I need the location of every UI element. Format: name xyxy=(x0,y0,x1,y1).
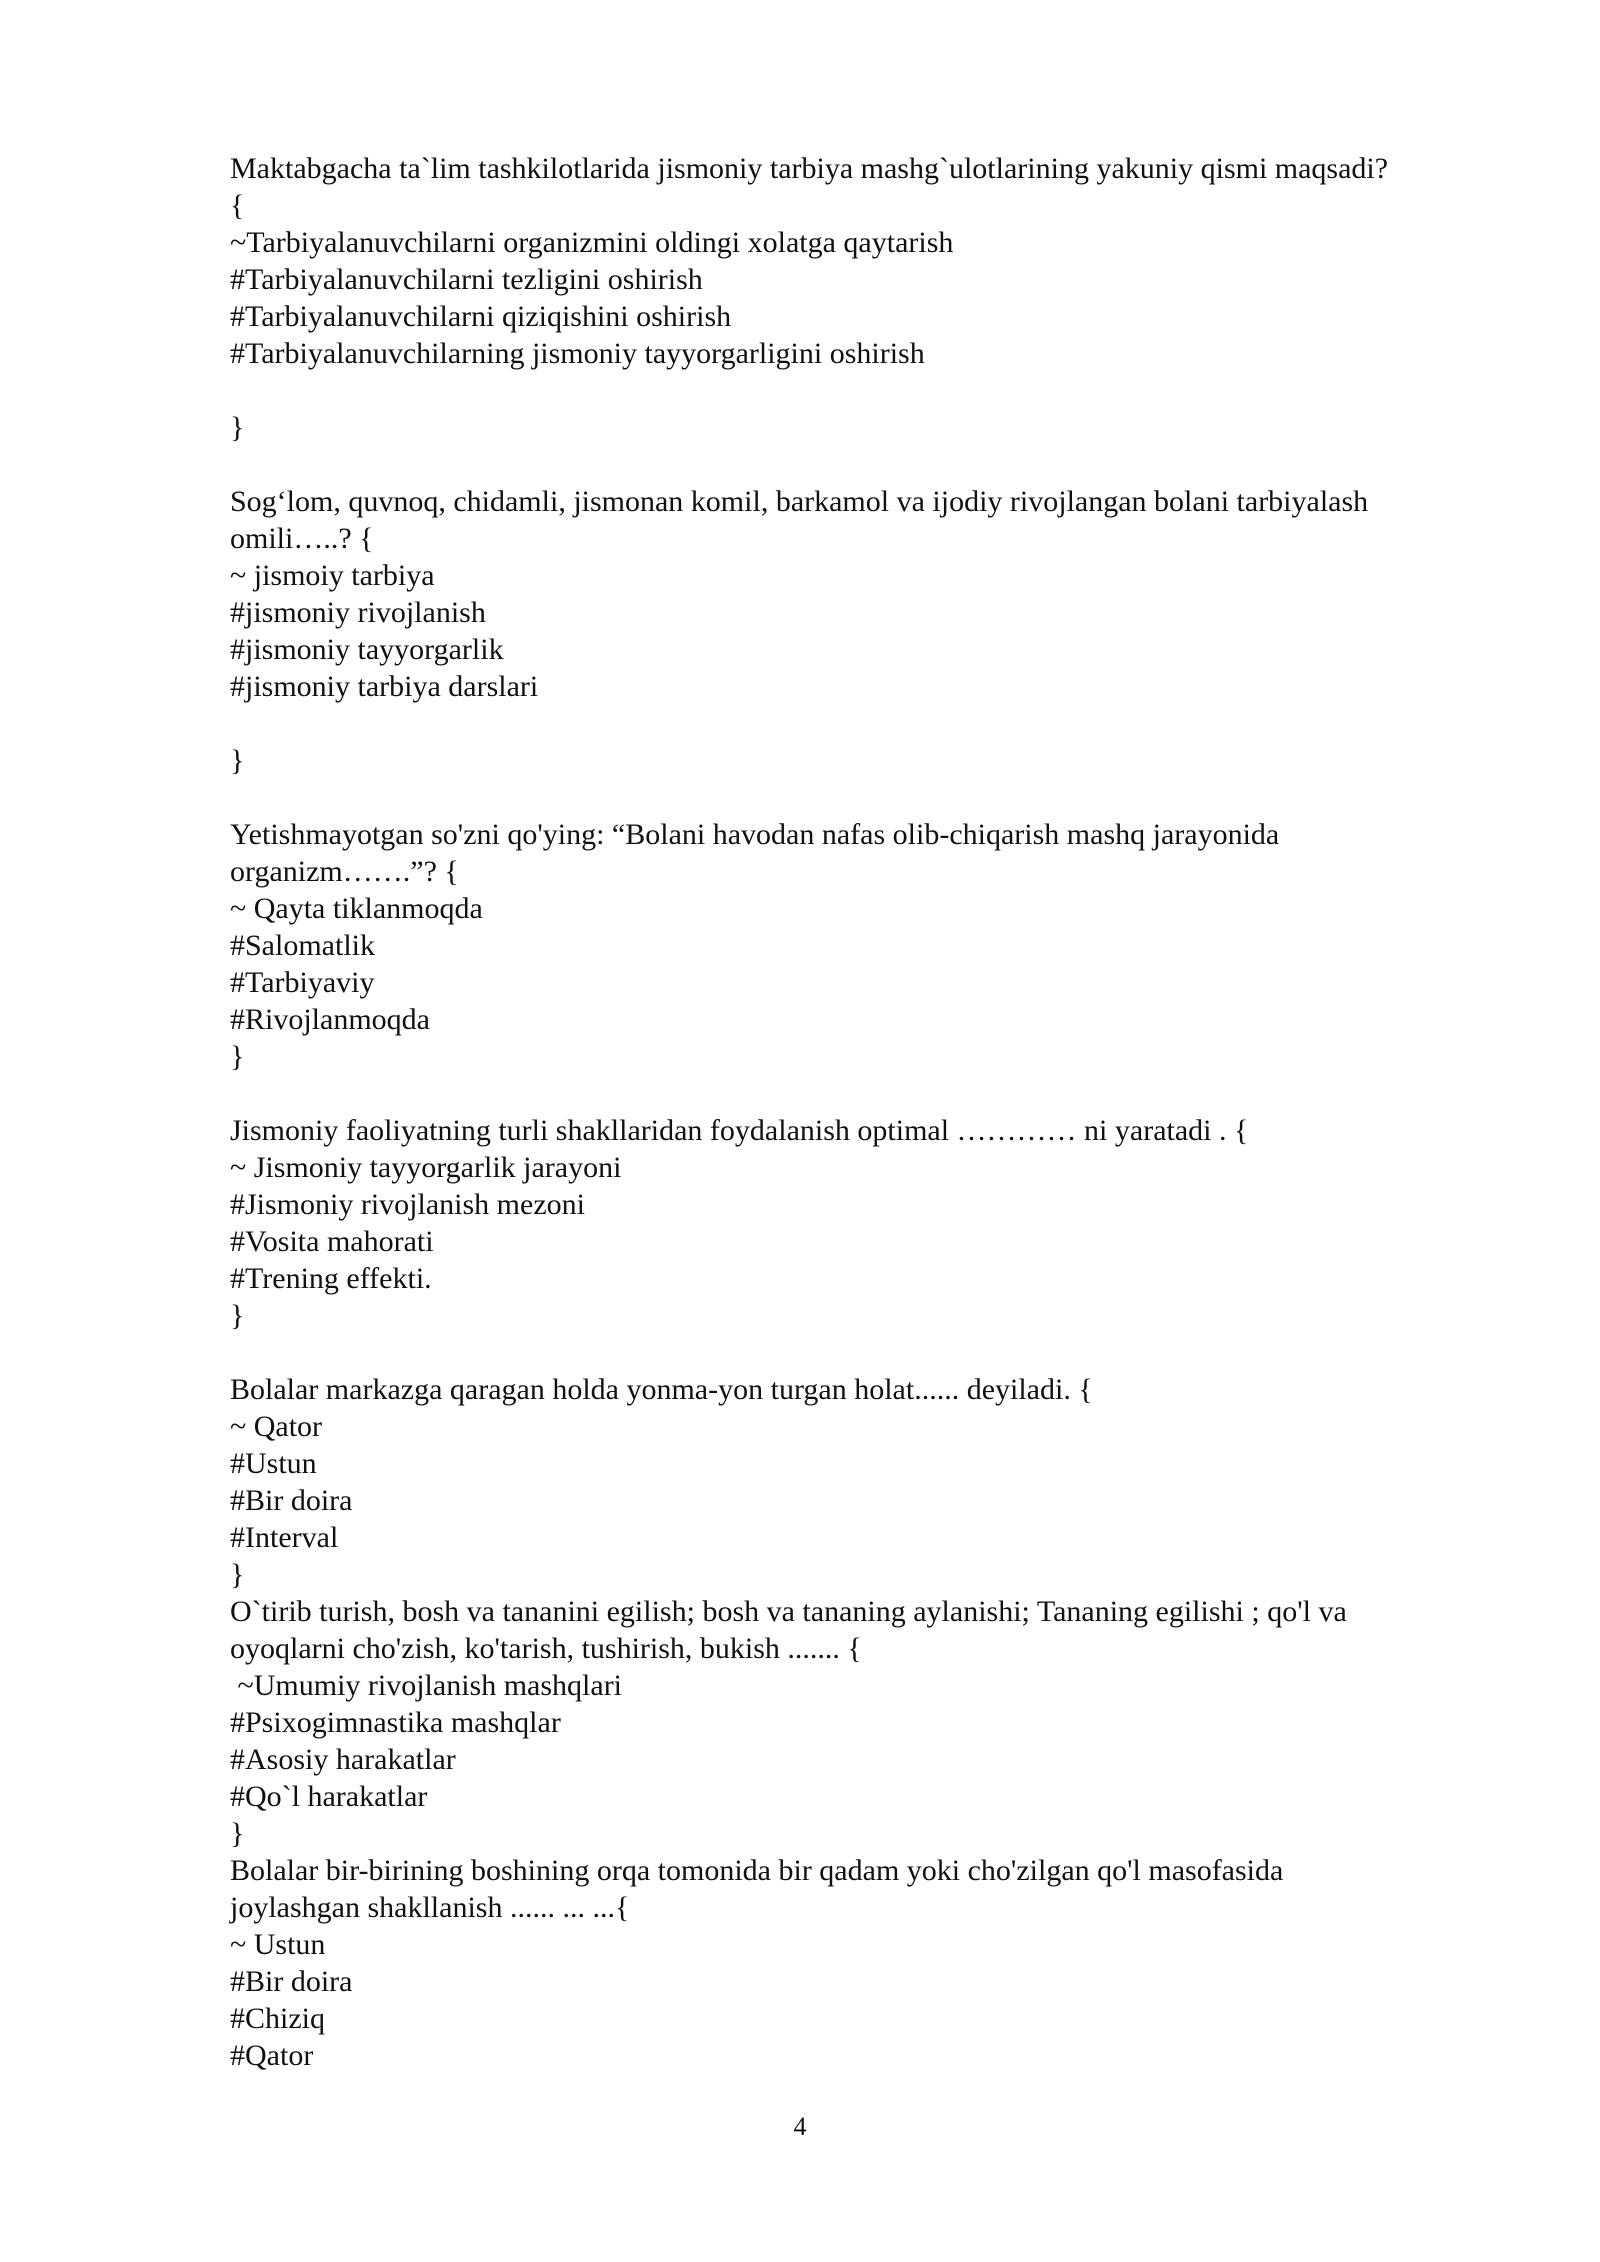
answer-option: #Rivojlanmoqda xyxy=(230,1003,430,1036)
correct-answer: ~ Ustun xyxy=(230,1928,326,1961)
answer-option: #Vosita mahorati xyxy=(230,1225,434,1258)
answer-option: #Interval xyxy=(230,1521,339,1554)
question-text: O`tirib turish, bosh va tananini egilish; bosh va tananing aylanishi; Tananing egilishi ; qo'l va xyxy=(230,1595,1347,1628)
question-text: Maktabgacha ta`lim tashkilotlarida jismoniy tarbiya mashg`ulotlarining yakuniy qismi maqsadi? xyxy=(230,152,1389,185)
answer-option: #Tarbiyaviy xyxy=(230,966,375,999)
answer-option: #jismoniy tarbiya darslari xyxy=(230,670,539,703)
answer-option: #Tarbiyalanuvchilarni qiziqishini oshirish xyxy=(230,300,732,333)
spacer xyxy=(230,1075,1530,1112)
correct-answer: ~ Jismoniy tayyorgarlik jarayoni xyxy=(230,1151,622,1184)
page-content xyxy=(230,150,1530,2074)
answer-option: #jismoniy rivojlanish xyxy=(230,596,486,629)
spacer xyxy=(230,1334,1530,1371)
close-brace: } xyxy=(230,1558,245,1591)
question-block xyxy=(230,816,1530,1112)
correct-answer: ~ Qayta tiklanmoqda xyxy=(230,892,483,925)
answer-option: #Tarbiyalanuvchilarning jismoniy tayyorgarligini oshirish xyxy=(230,337,925,370)
close-brace: } xyxy=(230,1299,245,1332)
correct-answer: ~ Qator xyxy=(230,1410,323,1443)
question-block xyxy=(230,483,1530,816)
question-block xyxy=(230,150,1530,483)
close-brace: } xyxy=(230,744,245,777)
answer-option: #Tarbiyalanuvchilarni tezligini oshirish xyxy=(230,263,703,296)
answer-option: #Chiziq xyxy=(230,2002,325,2035)
spacer xyxy=(230,372,1530,409)
correct-answer: ~Tarbiyalanuvchilarni organizmini oldingi xolatga qaytarish xyxy=(230,226,954,259)
answer-option: #Bir doira xyxy=(230,1965,353,1998)
answer-option: #Salomatlik xyxy=(230,929,375,962)
question-text: joylashgan shakllanish ...... ... ...{ xyxy=(230,1891,630,1924)
open-brace: { xyxy=(230,189,245,222)
question-block xyxy=(230,1112,1530,1371)
answer-option: #Qator xyxy=(230,2039,314,2072)
answer-option: #Bir doira xyxy=(230,1484,353,1517)
answer-option: #Asosiy harakatlar xyxy=(230,1743,456,1776)
question-text: Sog‘lom, quvnoq, chidamli, jismonan komil, barkamol va ijodiy rivojlangan bolani tarbiyalash xyxy=(230,485,1369,518)
answer-option: #Ustun xyxy=(230,1447,317,1480)
answer-option: #jismoniy tayyorgarlik xyxy=(230,633,504,666)
question-text: Jismoniy faoliyatning turli shakllaridan foydalanish optimal ………… ni yaratadi . { xyxy=(230,1114,1249,1147)
spacer xyxy=(230,446,1530,483)
answer-option: #Qo`l harakatlar xyxy=(230,1780,428,1813)
question-text: organizm…….”? { xyxy=(230,855,459,888)
close-brace: } xyxy=(230,1817,245,1850)
correct-answer: ~Umumiy rivojlanish mashqlari xyxy=(230,1669,623,1702)
question-text: Bolalar bir-birining boshining orqa tomonida bir qadam yoki cho'zilgan qo'l masofasida xyxy=(230,1854,1284,1887)
answer-option: #Jismoniy rivojlanish mezoni xyxy=(230,1188,585,1221)
close-brace: } xyxy=(230,1040,245,1073)
question-block xyxy=(230,1852,1530,2074)
page-number: 4 xyxy=(793,2112,807,2141)
question-text: Bolalar markazga qaragan holda yonma-yon turgan holat...... deyiladi. { xyxy=(230,1373,1093,1406)
question-block xyxy=(230,1593,1530,1852)
answer-option: #Trening effekti. xyxy=(230,1262,432,1295)
question-text: oyoqlarni cho'zish, ko'tarish, tushirish, bukish ....... { xyxy=(230,1632,862,1665)
spacer xyxy=(230,779,1530,816)
question-text: Yetishmayotgan so'zni qo'ying: “Bolani havodan nafas olib-chiqarish mashq jarayonida xyxy=(230,818,1280,851)
question-text: omili…..? { xyxy=(230,522,374,555)
correct-answer: ~ jismoiy tarbiya xyxy=(230,559,435,592)
answer-option: #Psixogimnastika mashqlar xyxy=(230,1706,561,1739)
question-block xyxy=(230,1371,1530,1593)
close-brace: } xyxy=(230,411,245,444)
spacer xyxy=(230,705,1530,742)
